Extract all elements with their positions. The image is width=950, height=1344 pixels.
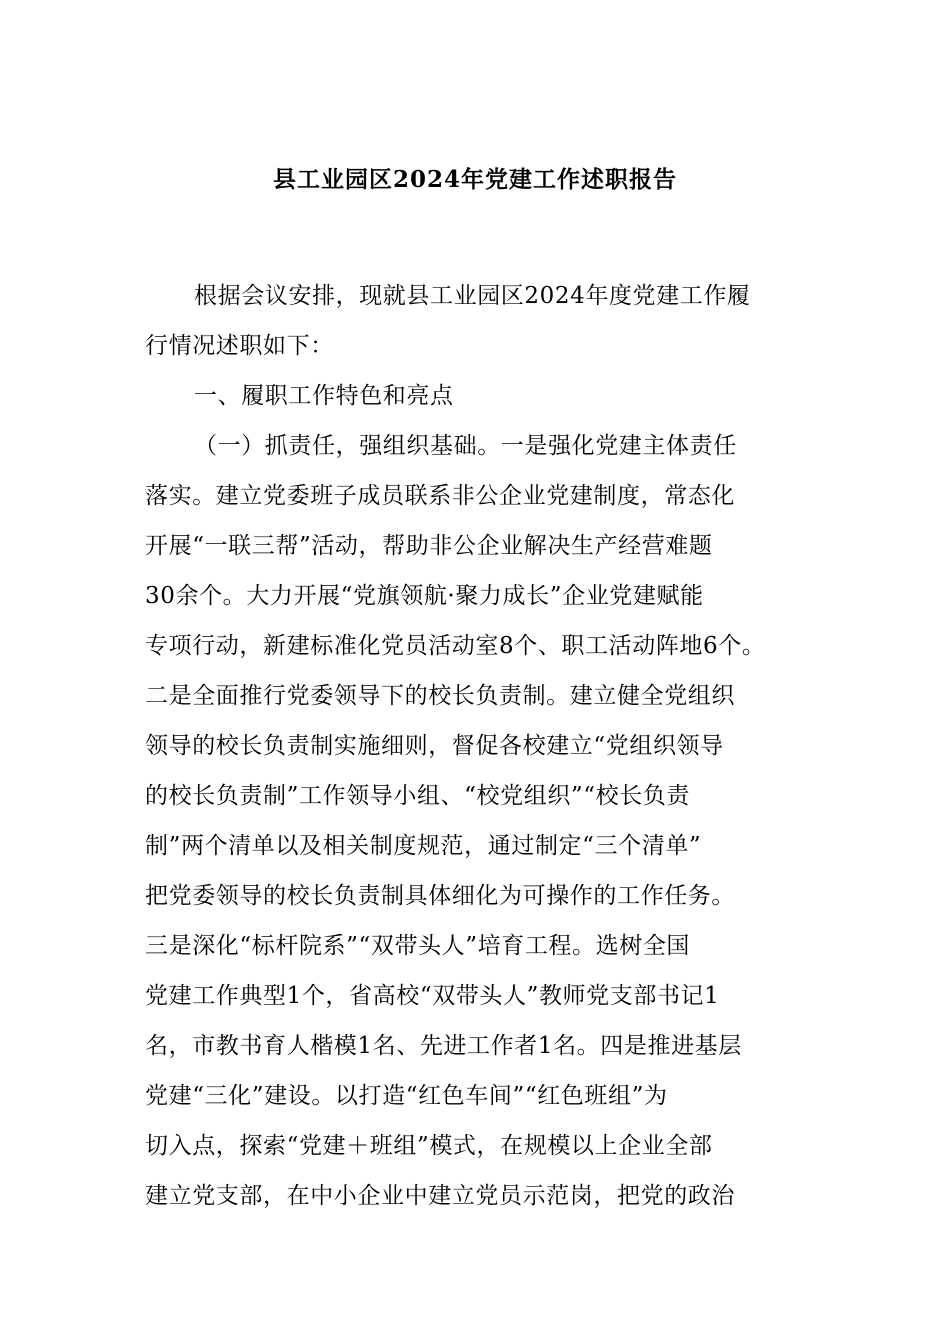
paragraph-line: 党建工作典型1个，省高校“双带头人”教师党支部书记1 (145, 983, 720, 1009)
paragraph-line: 行情况述职如下： (145, 333, 334, 359)
paragraph-line: （一）抓责任，强组织基础。一是强化党建主体责任 (194, 433, 737, 459)
paragraph-line: 根据会议安排，现就县工业园区2024年度党建工作履 (194, 283, 751, 309)
paragraph-line: 专项行动，新建标准化党员活动室8个、职工活动阵地6个。 (145, 633, 766, 659)
paragraph-line: 名，市教书育人楷模1名、先进工作者1名。四是推进基层 (145, 1033, 742, 1059)
document-title: 县工业园区2024年党建工作述职报告 (272, 166, 677, 193)
paragraph-line: 落实。建立党委班子成员联系非公企业党建制度，常态化 (145, 483, 735, 509)
section-heading: 一、履职工作特色和亮点 (194, 383, 454, 409)
paragraph-line: 的校长负责制”工作领导小组、“校党组织”“校长负责 (145, 783, 691, 809)
paragraph-line: 建立党支部，在中小企业中建立党员示范岗，把党的政治 (145, 1183, 735, 1209)
paragraph-line: 党建“三化”建设。以打造“红色车间”“红色班组”为 (145, 1083, 668, 1109)
paragraph-line: 开展“一联三帮”活动，帮助非公企业解决生产经营难题 (145, 533, 713, 559)
paragraph-line: 二是全面推行党委领导下的校长负责制。建立健全党组织 (145, 683, 735, 709)
paragraph-line: 制”两个清单以及相关制度规范，通过制定“三个清单” (145, 833, 702, 859)
paragraph-line: 领导的校长负责制实施细则，督促各校建立“党组织领导 (145, 733, 724, 759)
paragraph-line: 三是深化“标杆院系”“双带头人”培育工程。选树全国 (145, 933, 691, 959)
paragraph-line: 切入点，探索“党建＋班组”模式，在规模以上企业全部 (145, 1133, 713, 1159)
paragraph-line: 30余个。大力开展“党旗领航·聚力成长”企业党建赋能 (145, 583, 704, 609)
paragraph-line: 把党委领导的校长负责制具体细化为可操作的工作任务。 (145, 883, 735, 909)
